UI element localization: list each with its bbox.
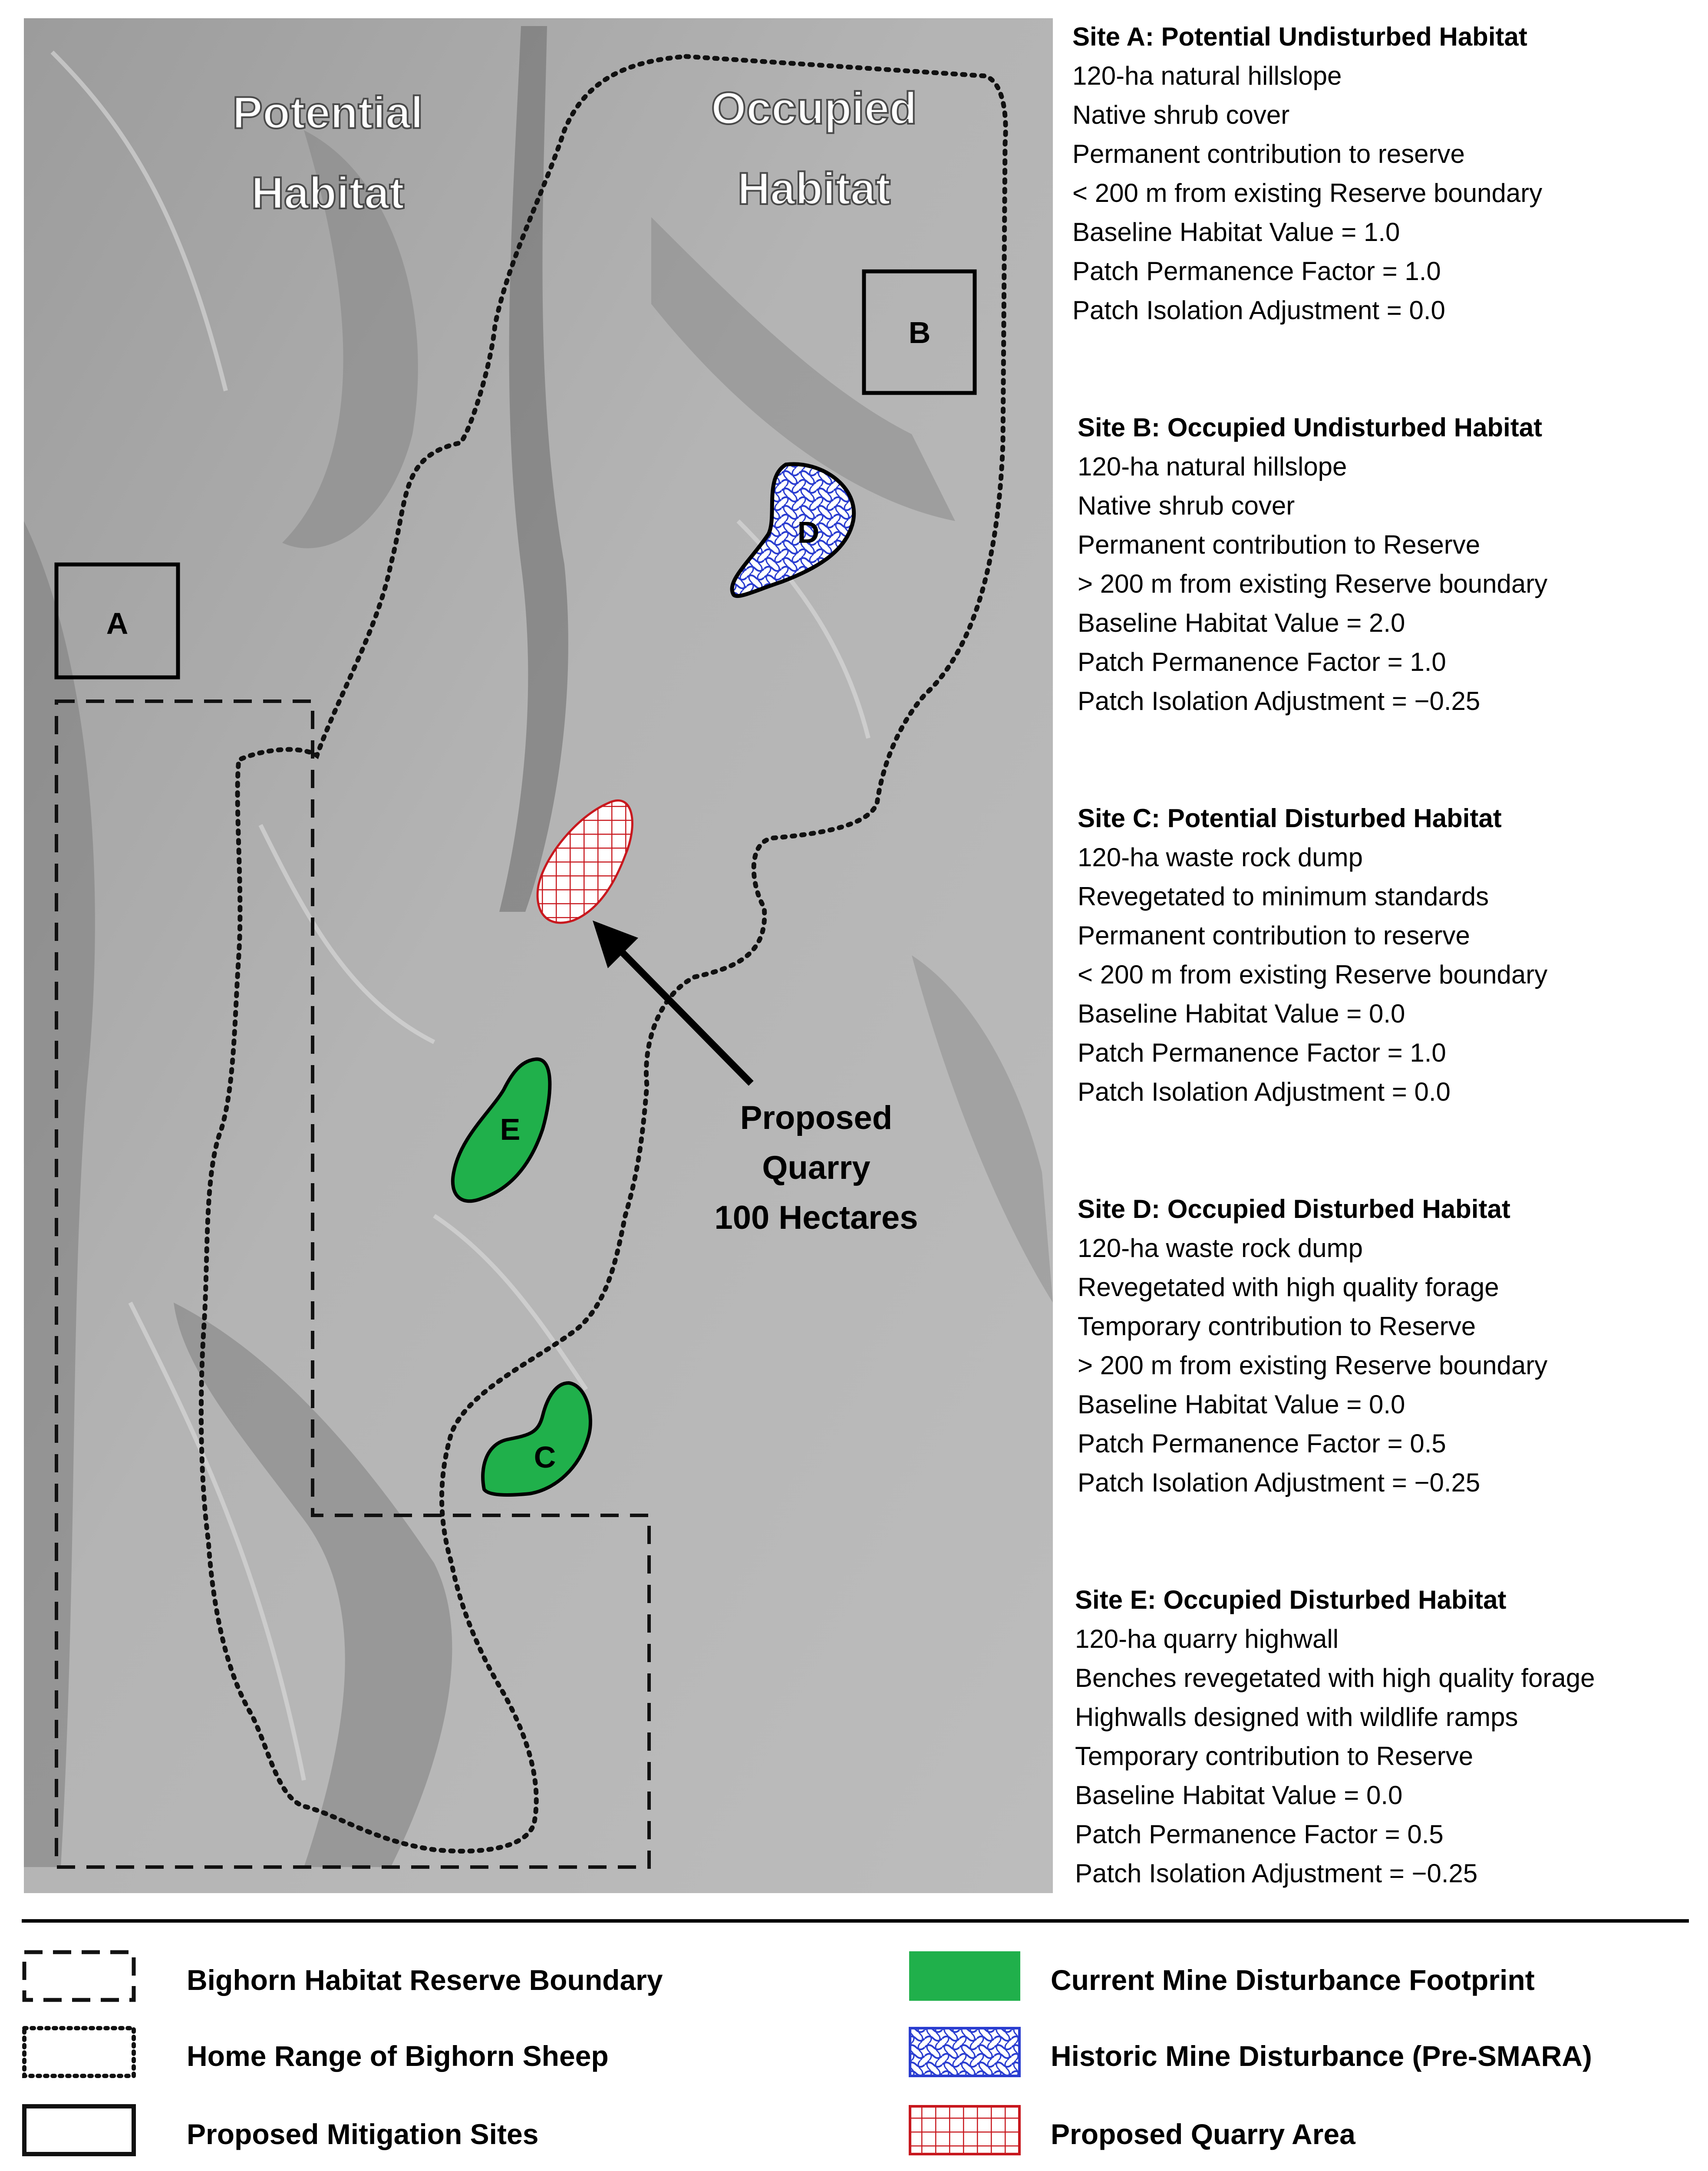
- legend-historic-label: Historic Mine Disturbance (Pre-SMARA): [1051, 2040, 1592, 2072]
- site-c-line: Patch Permanence Factor = 1.0: [1078, 1038, 1446, 1067]
- legend-divider: [22, 1919, 1689, 1923]
- site-c-line: Patch Isolation Adjustment = 0.0: [1078, 1077, 1451, 1106]
- legend-home-range-label: Home Range of Bighorn Sheep: [187, 2040, 609, 2072]
- site-e-label: E: [500, 1112, 521, 1146]
- site-b-line: Patch Permanence Factor = 1.0: [1078, 647, 1446, 676]
- site-e-line: Highwalls designed with wildlife ramps: [1075, 1702, 1518, 1732]
- site-e-line: Baseline Habitat Value = 0.0: [1075, 1781, 1403, 1810]
- site-b-label: B: [908, 316, 931, 350]
- site-a-line: Permanent contribution to reserve: [1072, 139, 1465, 168]
- site-e-line: Patch Permanence Factor = 0.5: [1075, 1820, 1444, 1849]
- site-e-title: Site E: Occupied Disturbed Habitat: [1075, 1585, 1507, 1614]
- site-c-line: 120-ha waste rock dump: [1078, 843, 1363, 872]
- site-d-line: Revegetated with high quality forage: [1078, 1273, 1499, 1302]
- legend-current-label: Current Mine Disturbance Footprint: [1051, 1964, 1535, 1996]
- solid-box-icon: [22, 2104, 139, 2160]
- site-b-line: > 200 m from existing Reserve boundary: [1078, 569, 1548, 598]
- site-a-line: Patch Permanence Factor = 1.0: [1072, 257, 1441, 286]
- site-c-line: Baseline Habitat Value = 0.0: [1078, 999, 1405, 1028]
- site-d-line: Temporary contribution to Reserve: [1078, 1312, 1476, 1341]
- site-b-line: Native shrub cover: [1078, 491, 1295, 520]
- dotted-box-icon: [22, 2026, 139, 2082]
- site-e-line: Patch Isolation Adjustment = −0.25: [1075, 1859, 1478, 1888]
- site-a-line: Patch Isolation Adjustment = 0.0: [1072, 296, 1445, 325]
- site-b-title: Site B: Occupied Undisturbed Habitat: [1078, 413, 1543, 442]
- site-b-line: Baseline Habitat Value = 2.0: [1078, 608, 1405, 637]
- site-e-line: Temporary contribution to Reserve: [1075, 1742, 1474, 1771]
- site-b-description: [1078, 408, 1703, 721]
- svg-text:Quarry: Quarry: [762, 1149, 870, 1186]
- site-a-title: Site A: Potential Undisturbed Habitat: [1072, 22, 1527, 51]
- svg-text:Habitat: Habitat: [251, 168, 405, 218]
- site-d-line: Baseline Habitat Value = 0.0: [1078, 1390, 1405, 1419]
- blue-hatch-icon: [907, 2026, 1025, 2082]
- site-a-line: < 200 m from existing Reserve boundary: [1072, 178, 1543, 208]
- green-fill-icon: [907, 1950, 1025, 2006]
- site-b-line: 120-ha natural hillslope: [1078, 452, 1347, 481]
- site-c-title: Site C: Potential Disturbed Habitat: [1078, 804, 1502, 833]
- site-a-label: A: [106, 607, 129, 640]
- site-e-line: 120-ha quarry highwall: [1075, 1624, 1339, 1653]
- svg-text:Occupied: Occupied: [711, 83, 917, 134]
- site-b-line: Permanent contribution to Reserve: [1078, 530, 1480, 559]
- site-c-description: [1078, 799, 1703, 1112]
- site-c-label: C: [534, 1440, 556, 1474]
- site-d-description: [1078, 1190, 1703, 1502]
- dashed-box-icon: [22, 1950, 139, 2006]
- site-d-line: Patch Permanence Factor = 0.5: [1078, 1429, 1446, 1458]
- svg-text:100 Hectares: 100 Hectares: [714, 1199, 918, 1236]
- site-d-title: Site D: Occupied Disturbed Habitat: [1078, 1194, 1510, 1224]
- site-d-line: Patch Isolation Adjustment = −0.25: [1078, 1468, 1480, 1497]
- svg-text:Potential: Potential: [232, 88, 423, 138]
- site-c-line: < 200 m from existing Reserve boundary: [1078, 960, 1548, 989]
- site-d-line: > 200 m from existing Reserve boundary: [1078, 1351, 1548, 1380]
- legend-mitigation-label: Proposed Mitigation Sites: [187, 2118, 539, 2150]
- site-e-line: Benches revegetated with high quality forage: [1075, 1663, 1595, 1693]
- site-a-line: Baseline Habitat Value = 1.0: [1072, 218, 1400, 247]
- site-b-line: Patch Isolation Adjustment = −0.25: [1078, 686, 1480, 716]
- svg-text:Habitat: Habitat: [737, 164, 891, 214]
- site-c-line: Revegetated to minimum standards: [1078, 882, 1489, 911]
- site-a-line: Native shrub cover: [1072, 100, 1290, 129]
- site-e-description: [1075, 1580, 1700, 1893]
- svg-text:Proposed: Proposed: [740, 1099, 893, 1136]
- legend-quarry-label: Proposed Quarry Area: [1051, 2118, 1355, 2150]
- site-d-label: D: [797, 515, 820, 549]
- site-a-description: [1072, 17, 1698, 330]
- site-d-line: 120-ha waste rock dump: [1078, 1234, 1363, 1263]
- site-c-line: Permanent contribution to reserve: [1078, 921, 1470, 950]
- red-grid-icon: [907, 2104, 1025, 2160]
- site-a-line: 120-ha natural hillslope: [1072, 61, 1342, 90]
- legend-reserve-label: Bighorn Habitat Reserve Boundary: [187, 1964, 663, 1996]
